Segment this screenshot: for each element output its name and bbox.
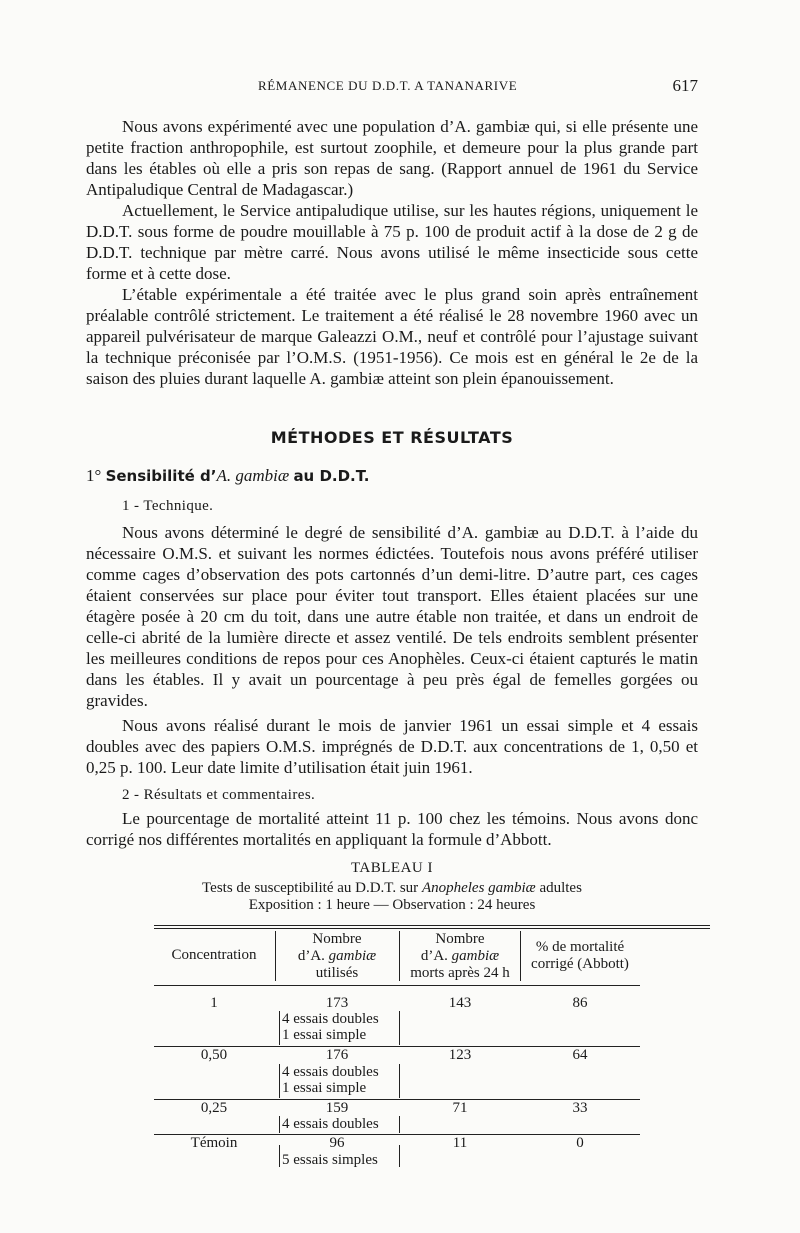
running-head-title: RÉMANENCE DU D.D.T. A TANANARIVE (258, 78, 518, 93)
technique-text (86, 522, 698, 778)
row2-detail-1: 4 essais doubles (282, 1064, 379, 1080)
subsection-number: 1° (86, 466, 102, 485)
row1-divider (399, 1011, 400, 1045)
row1-concentration: 1 (210, 995, 218, 1011)
table-label: TABLEAU I (350, 860, 434, 876)
paragraph-population: Nous avons expérimenté avec une population d’A. gambiæ qui, si elle présente une petite fraction anthropophile, est surtout zoophile, et demeure pour la plus grande part dans les étables où elle a pris son repas de sang. (Rapport annuel de 1961 du Service Antipaludique Central de Madagascar.) (86, 117, 698, 199)
header-mortality: % de mortalité corrigé (Abbott) (531, 939, 629, 972)
row3-concentration: 0,25 (200, 1100, 228, 1116)
table-top-rule-2 (154, 928, 710, 929)
subsection-label-suffix: au D.D.T. (293, 467, 370, 485)
row4-divider (399, 1145, 400, 1167)
header-bottom-rule (154, 985, 640, 986)
row1-mortality: 86 (572, 995, 588, 1011)
running-head (86, 76, 698, 100)
table-caption-species: Anopheles gambiæ (421, 880, 536, 896)
header-divider-1 (275, 931, 276, 981)
header-dead: Nombre d’A. gambiæ morts après 24 h (410, 931, 510, 981)
row3-used: 159 (325, 1100, 349, 1116)
subsection-heading (86, 466, 369, 486)
header-divider-3 (520, 931, 521, 981)
paragraph-results: Le pourcentage de mortalité atteint 11 p. 100 chez les témoins. Nous avons donc corrigé nos différentes mortalités en appliquant la formule d’Abbott. (86, 809, 698, 849)
row3-detail-1: 4 essais doubles (282, 1116, 379, 1132)
row4-dead: 11 (452, 1135, 468, 1151)
row3-divider (399, 1116, 400, 1133)
row2-divider (399, 1064, 400, 1098)
row1-used: 173 (325, 995, 349, 1011)
row2-used: 176 (325, 1047, 349, 1063)
row2-brace (279, 1064, 280, 1098)
row4-mortality: 0 (576, 1135, 584, 1151)
header-concentration: Concentration (171, 947, 257, 963)
technique-heading: 1 - Technique. (122, 498, 214, 514)
row1-dead: 143 (448, 995, 472, 1011)
results-heading: 2 - Résultats et commentaires. (122, 787, 316, 803)
intro-text (86, 116, 698, 389)
table-top-rule (154, 925, 710, 926)
row3-mortality: 33 (572, 1100, 588, 1116)
results-text (86, 808, 698, 850)
header-divider-2 (399, 931, 400, 981)
paragraph-etable: L’étable expérimentale a été traitée avec le plus grand soin après entraînement préalable contrôlé strictement. Le traitement a été réalisé le 28 novembre 1960 avec un appareil pulvérisateur de marque Galeazzi O.M., neuf et contrôlé pour l’ajustage suivant la technique préconisée par l’O.M.S. (1951-1956). Ce mois est en général le 2e de la saison des pluies durant laquelle A. gambiæ atteint son plein épanouissement. (86, 285, 698, 388)
row1-brace (279, 1011, 280, 1045)
table-caption-line2: Exposition : 1 heure — Observation : 24 heures (248, 897, 536, 913)
paragraph-service: Actuellement, le Service antipaludique utilise, sur les hautes régions, uniquement le D.D.T. sous forme de poudre mouillable à 75 p. 100 de produit actif à la dose de 2 g de D.D.T. technique par mètre carré. Nous avons utilisé le même insecticide sous cette forme et à cette dose. (86, 201, 698, 283)
row2-dead: 123 (448, 1047, 472, 1063)
row2-detail-2: 1 essai simple (282, 1080, 367, 1096)
row3-brace (279, 1116, 280, 1133)
row1-detail-1: 4 essais doubles (282, 1011, 379, 1027)
row2-concentration: 0,50 (200, 1047, 228, 1063)
section-title: MÉTHODES ET RÉSULTATS (270, 428, 514, 447)
page-number: 617 (672, 76, 698, 95)
row3-dead: 71 (452, 1100, 468, 1116)
paragraph-technique: Nous avons déterminé le degré de sensibilité d’A. gambiæ au D.D.T. à l’aide du nécessaire O.M.S. et suivant les normes édictées. Toutefois nous avons préféré utiliser comme cages d’observation des pots cartonnés d’un demi-litre. D’autre part, ces cages étaient conservées sur place pour éviter tout transport. Elles étaient placées sur une étagère posée à 20 cm du toit, dans une autre étable non traitée, et dans un endroit de celle-ci abrité de la lumière directe et assez ventilé. De tels endroits semblent présenter les meilleures conditions de repos pour ces Anophèles. Ceux-ci étaient capturés le matin dans les étables. Il y avait un pourcentage à peu près égal de femelles gorgées ou gravides. (86, 523, 698, 710)
subsection-label-prefix: Sensibilité d’ (105, 467, 217, 485)
table-caption: Tests de susceptibilité au D.D.T. sur Anopheles gambiæ adultes (202, 880, 582, 896)
row2-mortality: 64 (572, 1047, 588, 1063)
row4-brace (279, 1145, 280, 1167)
row4-concentration: Témoin (190, 1135, 238, 1151)
row4-used: 96 (329, 1135, 345, 1151)
row4-detail-1: 5 essais simples (282, 1152, 378, 1168)
paragraph-essais: Nous avons réalisé durant le mois de janvier 1961 un essai simple et 4 essais doubles avec des papiers O.M.S. imprégnés de D.D.T. aux concentrations de 1, 0,50 et 0,25 p. 100. Leur date limite d’utilisation était juin 1961. (86, 716, 698, 777)
header-used: Nombre d’A. gambiæ utilisés (297, 931, 377, 981)
row1-detail-2: 1 essai simple (282, 1027, 367, 1043)
subsection-species: A. gambiæ (216, 466, 290, 485)
